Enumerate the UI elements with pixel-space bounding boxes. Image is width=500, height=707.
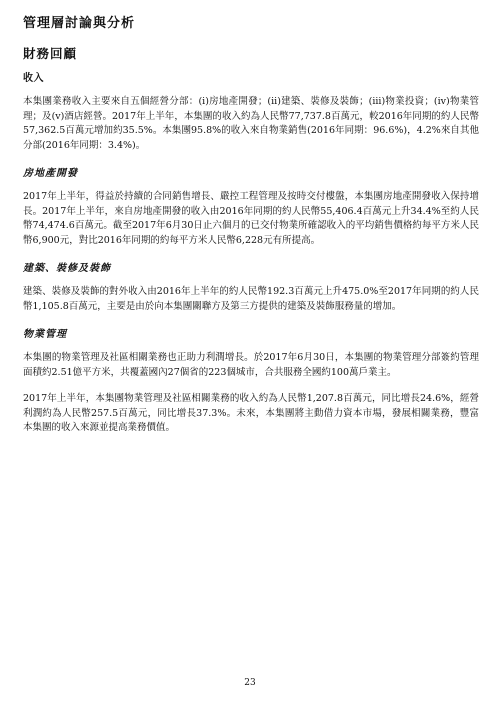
section-title: 管理層討論與分析 xyxy=(23,16,136,31)
property-management-paragraph-2: 2017年上半年，本集團物業管理及社區相關業務的收入約為人民幣1,207.8百萬元，同比增長24.6%，經營利潤約為人民幣257.5百萬元，同比增長37.3%。未來，本集團將主動借力資本市場，發展相關業務，豐富本集團的收入來源並提高業務價值。 xyxy=(23,393,479,433)
revenue-paragraph: 本集團業務收入主要來自五個經營分部：(i)房地產開發；(ii)建築、裝修及裝飾；(iii)物業投資；(iv)物業管理；及(v)酒店經營。2017年上半年，本集團的收入約為人民幣77,737.8百萬元，較2016年同期的約人民幣57,362.5百萬元增加約35.5%。本集團95.8%的收入來自物業銷售(2016年同期：96.6%)，4.2%來自其他分部(2016年同期：3.4%)。 xyxy=(23,96,479,151)
page-number: 23 xyxy=(244,678,256,688)
construction-paragraph: 建築、裝修及裝飾的對外收入由2016年上半年的約人民幣192.3百萬元上升475.0%至2017年同期的約人民幣1,105.8百萬元，主要是由於向本集團關聯方及第三方提供的建築及裝飾服務量的增加。 xyxy=(23,286,479,312)
property-development-paragraph: 2017年上半年，得益於持續的合同銷售增長、嚴控工程管理及按時交付樓盤，本集團房地產開發收入保持增長。2017年上半年，來自房地產開發的收入由2016年同期的約人民幣55,406.4百萬元上升34.4%至約人民幣74,474.6百萬元。截至2017年6月30日止六個月的已交付物業所確認收入的平均銷售價格約每平方米人民幣6,900元，對比2016年同期的約每平方米人民幣6,228元有所提高。 xyxy=(23,191,479,246)
property-management-heading: 物業管理 xyxy=(23,329,67,340)
subsection-title: 財務回顧 xyxy=(23,46,78,61)
revenue-heading: 收入 xyxy=(23,73,44,84)
property-development-heading: 房地產開發 xyxy=(23,168,78,179)
construction-heading: 建築、裝修及裝飾 xyxy=(23,263,111,274)
property-management-paragraph-1: 本集團的物業管理及社區相關業務也正助力利潤增長。於2017年6月30日，本集團的物業管理分部簽約管理面積約2.51億平方米，共覆蓋國內27個省的223個城市，合共服務全國約100萬戶業主。 xyxy=(23,352,479,378)
page-content xyxy=(23,16,479,436)
